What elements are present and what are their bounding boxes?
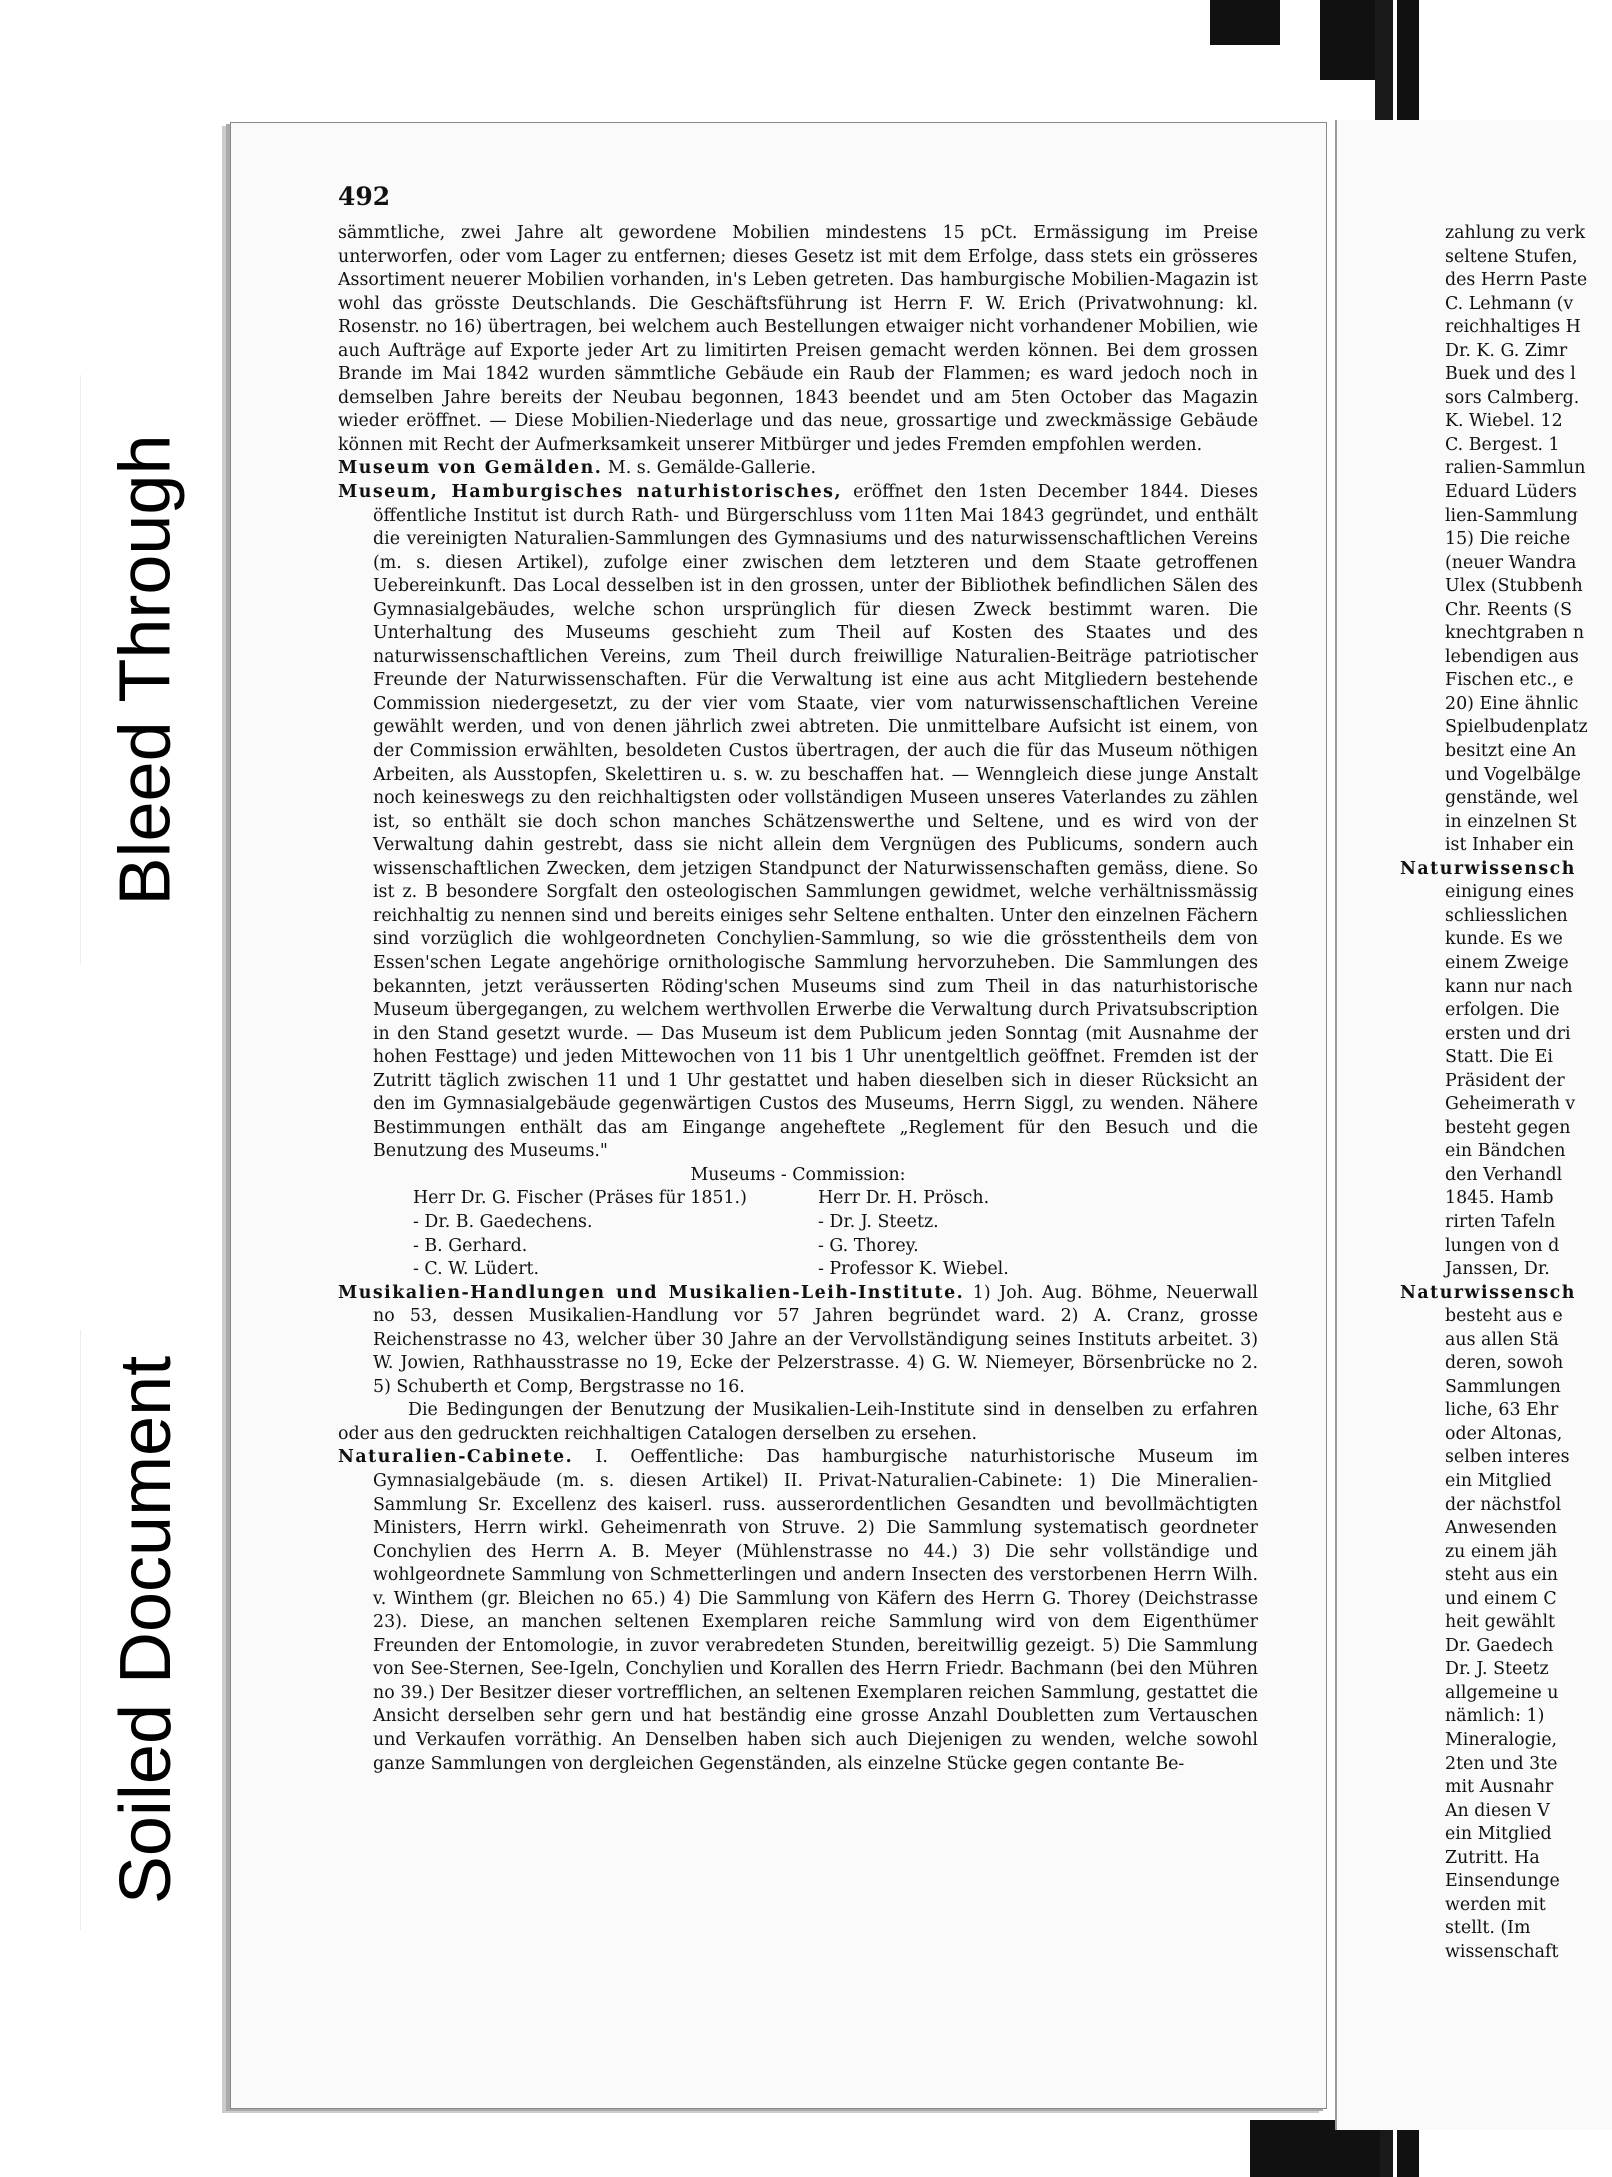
right-page-line: wissenschaft <box>1445 1941 1559 1962</box>
right-page-line: Naturwissensch <box>1400 1282 1576 1303</box>
right-page-line: sors Calmberg. <box>1445 387 1580 408</box>
right-page-line: deren, sowoh <box>1445 1353 1564 1374</box>
scanner-edge-top <box>1320 0 1380 80</box>
right-page-line: Statt. Die Ei <box>1445 1047 1553 1068</box>
right-page-line: werden mit <box>1445 1894 1546 1915</box>
right-page-line: heit gewählt <box>1445 1612 1555 1633</box>
right-page-line: C. Lehmann (v <box>1445 293 1574 314</box>
right-page-line: lien-Sammlung <box>1445 505 1578 526</box>
right-page-line: den Verhandl <box>1445 1164 1563 1185</box>
paragraph: Die Bedingungen der Benutzung der Musikalien-Leih-Institute sind in denselben zu erfahren oder aus den gedruckten reichhaltigen Catalogen derselben zu ersehen. <box>338 1400 1258 1444</box>
right-page-line: 2ten und 3te <box>1445 1753 1558 1774</box>
right-page-line: besitzt eine An <box>1445 741 1577 762</box>
entry-text: eröffnet den 1sten December 1844. Dieses öffentliche Institut ist durch Rath- und Bürgerschluss vom 11ten Mai 1843 gegründet, und enthält die vereinigten Naturalien-Sammlungen des Gymnasiums und des naturwissenschaftlichen Vereins (m. s. diesen Artikel), zufolge einer zwischen dem letzteren und dem Staate getroffenen Uebereinkunft. Das Local desselben ist in den grossen, unter der Bibliothek befindlichen Sälen des Gymnasialgebäudes, welche schon ursprünglich für diesen Zweck bestimmt waren. Die Unterhaltung des Museums geschieht zum Theil auf Kosten des Staates und des naturwissenschaftlichen Vereins, zum Theil durch freiwillige Naturalien-Beiträge patriotischer Freunde der Naturwissenschaften. Für die Verwaltung ist eine aus acht Mitgliedern bestehende Commission niedergesetzt, zu der vier vom Staate, vier vom naturwissenschaftlichen Vereine gewählt werden, und von denen jährlich zwei abtreten. Die unmittelbare Aufsicht ist einem, von der Commission erwählten, besoldeten Custos übertragen, der auch die für das Museum nöthigen Arbeiten, als Ausstopfen, Skelettiren u. s. w. zu beschaffen hat. — Wenngleich diese junge Anstalt noch keineswegs zu den reichhaltigsten oder vollständigen Museen unseres Vaterlandes zu zählen ist, so enthält sie doch schon manches Schätzenswerthe und Seltene, und es wird von der Verwaltung dahin gestrebt, dass sie nicht allein dem Vergnügen des Publicums, sondern auch wissenschaftlichen Zwecken, dem jetzigen Standpunct der Naturwissenschaften gemäss, diene. So ist z. B besondere Sorgfalt den osteologischen Sammlungen gewidmet, welche verhältnissmässig reichhaltig zu nennen sind und bereits einiges sehr Seltene enthalten. Unter den einzelnen Fächern sind vorzüglich die wohlgeordneten Conchylien-Sammlung, so wie die grösstentheils dem von Essen'schen Legate angehörige ornithologische Sammlung hervorzuheben. Die Sammlungen des bekannten, jetzt veräusserten Röding'schen Museums sind zum Theil in das naturhistorische Museum übergegangen, zu welchem werthvollen Erwerbe die Verwaltung durch Privatsubscription in den Stand gesetzt wurde. — Das Museum ist dem Publicum jeden Sonntag (mit Ausnahme der hohen Festtage) und jeden Mittewochen von 11 bis 1 Uhr unentgeltlich geöffnet. Fremden ist der Zutritt täglich zwischen 11 und 1 Uhr gestattet und haben dieselben sich in dieser Rücksicht an den im Gymnasialgebäude gegenwärtigen Custos des Museums, Herrn Siggl, zu wenden. Nähere Bestimmungen enthält das am Eingange angeheftete „Reglement für den Besuch und die Benutzung des Museums." <box>373 482 1258 1162</box>
right-page-line: Dr. K. G. Zimr <box>1445 340 1568 361</box>
right-page-line: aus allen Stä <box>1445 1329 1559 1350</box>
entry-text: I. Oeffentliche: Das hamburgische naturhistorische Museum im Gymnasialgebäude (m. s. diesen Artikel) II. Privat-Naturalien-Cabinete: 1) Die Mineralien-Sammlung Sr. Excellenz des kaiserl. russ. ausserordentlichen Gesandten und bevollmächtigten Ministers, Herrn wirkl. Geheimenrath von Struve. 2) Die Sammlung systematisch geordneter Conchylien des Herrn A. B. Meyer (Mühlenstrasse no 44.) 3) Die sehr vollständige und wohlgeordnete Sammlung von Schmetterlingen und andern Insecten des verstorbenen Herrn Wilh. v. Winthem (gr. Bleichen no 65.) 4) Die Sammlung von Käfern des Herrn G. Thorey (Deichstrasse 23). Diese, an manchen seltenen Exemplaren reiche Sammlung wird von dem Eigenthümer Freunden der Entomologie, in zuvor verabredeten Stunden, bereitwillig gezeigt. 5) Die Sammlung von See-Sternen, See-Igeln, Conchylien und Korallen des Herrn Friedr. Bachmann (bei den Mühren no 39.) Der Besitzer dieser vortrefflichen, an seltenen Exemplaren reichen Sammlung, gestattet die Ansicht derselben sehr gern und hat beständig eine grosse Anzahl Doubletten zum Vertauschen und Verkaufen vorräthig. An Denselben haben sich auch Diejenigen zu wenden, welche sowohl ganze Sammlungen von dergleichen Gegenständen, als einzelne Stücke gegen contante Be- <box>373 1447 1258 1774</box>
label-bleed-through: Bleed Through <box>80 375 211 965</box>
right-page-line: erfolgen. Die <box>1445 1000 1560 1021</box>
paragraph: sämmtliche, zwei Jahre alt gewordene Mobilien mindestens 15 pCt. Ermässigung im Preise unterworfen, oder vom Lager zu entfernen; dieses Gesetz ist mit dem Erfolge, dass stets ein grösseres Assortiment neuerer Mobilien vorhanden, in's Leben getreten. Das hamburgische Mobilien-Magazin ist wohl das grösste Deutschlands. Die Geschäftsführung ist Herrn F. W. Erich (Privatwohnung: kl. Rosenstr. no 16) übertragen, bei welchem auch Bestellungen etwaiger nicht vorhandener Mobilien, wie auch Aufträge auf Exporte jeder Art zu limitirten Preisen gemacht werden können. Bei dem grossen Brande im Mai 1842 wurden sämmtliche Gebäude ein Raub der Flammen; es ward jedoch noch in demselben Jahre bereits der Neubau begonnen, 1843 beendet und am 5ten October das Magazin wieder eröffnet. — Diese Mobilien-Niederlage und das neue, grossartige und zweckmässige Gebäude können mit Recht der Aufmerksamkeit unserer Mitbürger und jedes Fremden empfohlen werden. <box>338 223 1258 455</box>
right-page-line: des Herrn Paste <box>1445 270 1588 291</box>
entry-paragraph <box>338 457 1258 481</box>
entry-text: 1) Joh. Aug. Böhme, Neuerwall no 53, dessen Musikalien-Handlung vor 57 Jahren begründet ward. 2) A. Cranz, grosse Reichenstrasse no 43, welcher über 30 Jahre an der Vervollständigung seines Instituts arbeitet. 3) W. Jowien, Rathhausstrasse no 19, Ecke der Pelzerstrasse. 4) G. W. Niemeyer, Börsenbrücke no 2. 5) Schuberth et Comp, Bergstrasse no 16. <box>373 1282 1258 1397</box>
right-page-line: liche, 63 Ehr <box>1445 1400 1559 1421</box>
right-page-line: Sammlungen <box>1445 1376 1561 1397</box>
commission-row: - B. Gerhard. - G. Thorey. <box>413 1235 919 1256</box>
right-page-line: zahlung zu verk <box>1445 223 1586 243</box>
right-page-line: oder Altonas, <box>1445 1423 1563 1444</box>
right-page-line: genstände, wel <box>1445 788 1579 809</box>
right-page-line: Dr. J. Steetz <box>1445 1659 1549 1680</box>
right-page-line: (neuer Wandra <box>1445 552 1577 573</box>
right-page-line: Ulex (Stubbenh <box>1445 576 1583 597</box>
right-page-line: in einzelnen St <box>1445 811 1577 832</box>
right-page-line: Chr. Reents (S <box>1445 599 1572 620</box>
entry-paragraph <box>338 1282 1258 1400</box>
text-block <box>338 1282 1258 1776</box>
right-page-line: Dr. Gaedech <box>1445 1635 1554 1656</box>
right-page-line: der nächstfol <box>1445 1494 1562 1515</box>
right-page-line: zu einem jäh <box>1445 1541 1558 1562</box>
right-page-line: K. Wiebel. 12 <box>1445 411 1563 432</box>
right-page-line: stellt. (Im <box>1445 1918 1531 1939</box>
right-page-line: C. Bergest. 1 <box>1445 434 1560 455</box>
right-page-line: ein Mitglied <box>1445 1824 1552 1845</box>
right-page-line: Mineralogie, <box>1445 1730 1558 1750</box>
right-page-line: ersten und dri <box>1445 1023 1571 1044</box>
right-page-line: knechtgraben n <box>1445 623 1585 644</box>
right-page-line: mit Ausnahr <box>1445 1777 1554 1798</box>
right-page-line: Eduard Lüders <box>1445 482 1577 503</box>
right-page-line: Fischen etc., e <box>1445 670 1574 691</box>
right-page-line: Buek und des l <box>1445 364 1576 385</box>
right-page-line: Janssen, Dr. <box>1445 1259 1550 1280</box>
right-page-line: und Vogelbälge <box>1445 764 1581 785</box>
commission-row: - C. W. Lüdert. - Professor K. Wiebel. <box>413 1259 1009 1280</box>
right-page-line: steht aus ein <box>1445 1565 1558 1586</box>
label-soiled-document: Soiled Document <box>80 1330 211 1930</box>
right-page-line: Einsendunge <box>1445 1871 1560 1892</box>
entry-paragraph <box>338 1446 1258 1776</box>
commission-row: Herr Dr. G. Fischer (Präses für 1851.) Herr Dr. H. Prösch. <box>413 1188 990 1209</box>
right-page-line: nämlich: 1) <box>1445 1706 1545 1727</box>
right-page-line: rirten Tafeln <box>1445 1211 1556 1232</box>
right-page-line: einigung eines <box>1445 882 1575 903</box>
commission-row: - Dr. B. Gaedechens. - Dr. J. Steetz. <box>413 1211 939 1232</box>
right-page-line: Spielbudenplatz <box>1445 717 1588 738</box>
entry-heading: Naturalien-Cabinete. <box>338 1447 574 1468</box>
commission-list <box>338 1164 1258 1282</box>
right-page-line: Naturwissensch <box>1400 858 1576 879</box>
entry-heading: Museum von Gemälden. <box>338 458 603 479</box>
right-page-line: besteht gegen <box>1445 1117 1571 1138</box>
right-page-line: selben interes <box>1445 1447 1570 1468</box>
right-page-line: allgemeine u <box>1445 1682 1559 1703</box>
right-page-line: lebendigen aus <box>1445 646 1579 667</box>
page-number: 492 <box>338 182 391 211</box>
right-page-line: An diesen V <box>1445 1800 1550 1821</box>
right-page-line: besteht aus e <box>1445 1306 1563 1327</box>
right-page-text <box>1400 222 1610 1964</box>
right-page-line: einem Zweige <box>1445 952 1569 973</box>
right-page-line: kann nur nach <box>1445 976 1573 997</box>
scanner-edge-top <box>1210 0 1280 45</box>
entry-heading: Musikalien-Handlungen und Musikalien-Leih-Institute. <box>338 1282 965 1303</box>
right-page-line: 20) Eine ähnlic <box>1445 693 1579 714</box>
right-page-line: und einem C <box>1445 1588 1557 1609</box>
right-page-line: 1845. Hamb <box>1445 1188 1554 1209</box>
left-page-text <box>338 222 1258 1776</box>
right-page-line: kunde. Es we <box>1445 929 1563 950</box>
right-page-line: seltene Stufen, <box>1445 246 1578 267</box>
right-page-line: ein Bändchen <box>1445 1141 1566 1162</box>
entry-text: M. s. Gemälde-Gallerie. <box>602 458 817 479</box>
right-page-line: lungen von d <box>1445 1235 1560 1256</box>
right-page-line: Anwesenden <box>1445 1518 1557 1539</box>
text-block <box>338 222 1258 1164</box>
right-page-line: ist Inhaber ein <box>1445 835 1574 856</box>
right-page-line: Geheimerath v <box>1445 1094 1576 1115</box>
right-page-line: Zutritt. Ha <box>1445 1847 1540 1868</box>
right-page-line: ein Mitglied <box>1445 1470 1552 1491</box>
entry-heading: Museum, Hamburgisches naturhistorisches, <box>338 482 842 503</box>
right-page-line: schliesslichen <box>1445 905 1568 926</box>
commission-title: Museums - Commission: <box>690 1164 906 1185</box>
right-page-line: reichhaltiges H <box>1445 317 1581 338</box>
right-page-line: Präsident der <box>1445 1070 1565 1091</box>
right-page-line: ralien-Sammlun <box>1445 458 1586 479</box>
entry-paragraph <box>338 481 1258 1164</box>
right-page-line: 15) Die reiche <box>1445 529 1571 550</box>
